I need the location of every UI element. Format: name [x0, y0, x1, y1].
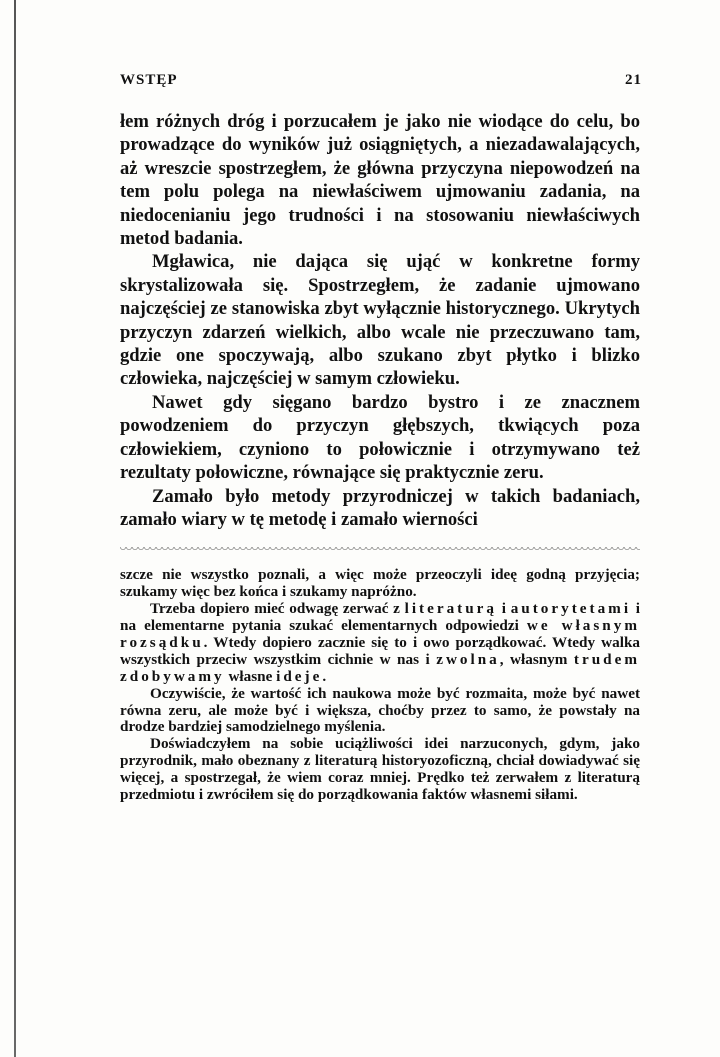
paragraph-4: Zamało było metody przyrodniczej w takich badaniach, zamało wiary w tę metodę i zamało wierności: [120, 485, 640, 530]
fn2-part-g: . Wtedy dopiero zacznie się to i owo porządkować. Wtedy walka wszystkich przeciw wszystkim cichnie w nas i: [120, 633, 640, 668]
fn2-spaced-autorytetami: autorytetami: [510, 600, 632, 618]
fn2-part-c: i: [497, 600, 511, 618]
footnote-separator: [120, 547, 640, 553]
footnote-paragraph-3: Oczywiście, że wartość ich naukowa może być rozmaita, może być nawet równa zeru, ale może być i większa, choćby przez to samo, że powstały na drodze bardziej samodzielnego myślenia.: [120, 684, 640, 736]
fn2-spaced-rozsadku: we własnym rozsądku: [120, 617, 640, 651]
fn2-part-i: , własnym: [499, 650, 574, 668]
fn2-spaced-ideje: ideje: [276, 667, 323, 685]
fn2-spaced-trudem: trudem zdobywamy: [120, 650, 641, 685]
paragraph-3: Nawet gdy sięgano bardzo bystro i ze znacznem powodzeniem do przyczyn głębszych, tkwiących poza człowiekiem, czyniono to połowicznie i otrzymywano też rezultaty połowiczne, równające się praktycznie zeru.: [120, 391, 640, 484]
page-body: [120, 110, 640, 804]
page-edge-line: [14, 0, 16, 1057]
fn2-part-m: .: [322, 667, 327, 685]
paragraph-1: łem różnych dróg i porzucałem je jako nie wiodące do celu, bo prowadzące do wyników już osiągniętych, a niezadawalających, aż wreszcie spostrzegłem, że główna przyczyna niepowodzeń na tem polu polega na niewłaściwem ujmowaniu zadania, na niedocenianiu jego trudności i na stosowaniu niewłaściwych metod badania.: [120, 111, 640, 250]
paragraph-2: Mgławica, nie dająca się ująć w konkretne formy skrystalizowała się. Spostrzegłem, że zadanie ujmowano najczęściej ze stanowiska zbyt wyłącznie historycznego. Ukrytych przyczyn zdarzeń wielkich, albo wcale nie przeczuwano tam, gdzie one spoczywają, albo szukano zbyt płytko i blizko człowieka, najczęściej w samym człowieku.: [120, 251, 640, 390]
running-title: WSTĘP: [120, 72, 178, 88]
main-text: [120, 110, 640, 531]
fn2-part-a: Trzeba dopiero mieć odwagę zerwać z: [150, 600, 405, 618]
footnote-paragraph-1: szcze nie wszystko poznali, a więc może przeoczyli ideę godną przyjęcia; szukamy więc bez końca i szukamy napróżno.: [120, 566, 640, 601]
page-number: 21: [625, 72, 642, 88]
page-header: [120, 72, 642, 89]
footnote-paragraph-2: [120, 601, 640, 686]
footnote-paragraph-4: Doświadczyłem na sobie uciążliwości idei narzuconych, gdym, jako przyrodnik, mało obeznany z literaturą historyozoficzną, chciał dowiadywać się więcej, a spostrzegał, że wiem coraz mniej. Prędko też zerwałem z literaturą przedmiotu i zwróciłem się do porządkowania faktów własnemi siłami.: [120, 735, 640, 804]
fn2-part-k: własne: [224, 667, 277, 685]
fn2-part-e: i na elementarne pytania szukać elementarnych odpowiedzi: [120, 600, 640, 635]
fn2-spaced-literatura: literaturą: [404, 600, 498, 618]
footnote-block: [120, 567, 640, 804]
fn2-spaced-zwolna: zwolna: [436, 650, 500, 668]
